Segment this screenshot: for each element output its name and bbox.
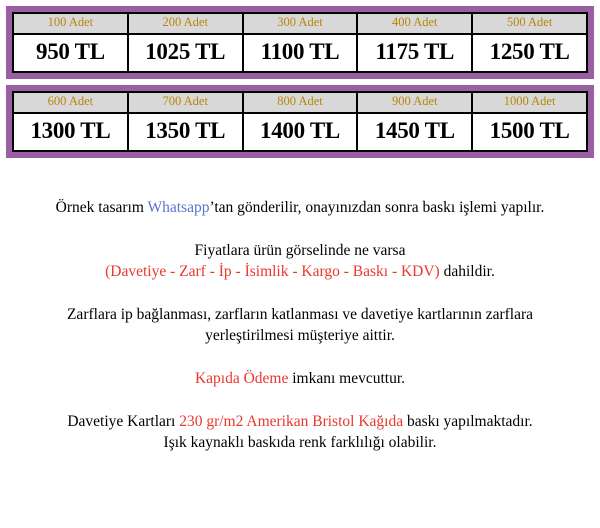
included-items-highlight: (Davetiye - Zarf - İp - İsimlik - Kargo - Baskı - KDV) — [105, 262, 440, 280]
price-value: 1450 TL — [374, 117, 455, 143]
note1-part2: ’tan gönderilir, onayınızdan sonra baskı işlemi yapılır. — [209, 199, 545, 217]
note-cash-on-delivery — [8, 369, 592, 390]
quantity-label: 100 Adet — [14, 14, 127, 35]
note-sample-design — [8, 198, 592, 219]
price-cell — [242, 91, 359, 152]
price-value: 1175 TL — [375, 38, 455, 64]
price-value: 1350 TL — [145, 117, 226, 143]
price-cell — [127, 91, 244, 152]
note1-part1: Örnek tasarım — [55, 199, 148, 217]
price-cell — [471, 12, 588, 73]
note3-line1: Zarflara ip bağlanması, zarfların katlanması ve davetiye kartlarının zarflara — [66, 305, 534, 323]
price-value: 1250 TL — [489, 38, 570, 64]
note4-tail: imkanı mevcuttur. — [288, 369, 406, 387]
price-table-panel-1 — [6, 6, 594, 79]
cash-on-delivery-highlight: Kapıda Ödeme — [194, 369, 289, 387]
price-cell — [356, 91, 473, 152]
note-paper-spec — [8, 412, 592, 454]
price-row — [12, 12, 588, 73]
note2-line1: Fiyatlara ürün görselinde ne varsa — [194, 242, 406, 260]
price-list-page — [0, 6, 600, 528]
paper-spec-highlight: 230 gr/m2 Amerikan Bristol Kağıda — [179, 412, 404, 430]
whatsapp-highlight: Whatsapp — [147, 199, 210, 217]
quantity-label: 300 Adet — [244, 14, 357, 35]
note5-line1 — [8, 412, 592, 433]
quantity-label: 500 Adet — [473, 14, 586, 35]
quantity-label: 800 Adet — [244, 93, 357, 114]
price-cell — [12, 91, 129, 152]
quantity-label: 900 Adet — [358, 93, 471, 114]
price-cell — [12, 12, 129, 73]
price-value: 1500 TL — [489, 117, 570, 143]
price-row — [12, 91, 588, 152]
price-cell — [127, 12, 244, 73]
price-table-panel-2 — [6, 85, 594, 158]
note-included-items — [8, 241, 592, 283]
price-value: 1400 TL — [260, 117, 340, 143]
price-value: 950 TL — [36, 38, 105, 64]
quantity-label: 600 Adet — [14, 93, 127, 114]
notes-section — [0, 198, 600, 453]
note2-line2 — [8, 262, 592, 283]
quantity-label: 400 Adet — [358, 14, 471, 35]
price-cell — [242, 12, 359, 73]
price-cell — [356, 12, 473, 73]
quantity-label: 200 Adet — [129, 14, 242, 35]
note3-line2: yerleştirilmesi müşteriye aittir. — [205, 326, 395, 344]
price-value: 1025 TL — [145, 38, 226, 64]
note5-head: Davetiye Kartları — [67, 412, 180, 430]
note-customer-responsibility — [8, 305, 592, 347]
quantity-label: 700 Adet — [129, 93, 242, 114]
note5-tail: baskı yapılmaktadır. — [403, 412, 533, 430]
note2-tail: dahildir. — [439, 262, 495, 280]
price-value: 1300 TL — [30, 117, 111, 143]
price-cell — [471, 91, 588, 152]
note5-line2: Işık kaynaklı baskıda renk farklılığı olabilir. — [163, 433, 437, 451]
price-value: 1100 TL — [260, 38, 340, 64]
quantity-label: 1000 Adet — [473, 93, 586, 114]
